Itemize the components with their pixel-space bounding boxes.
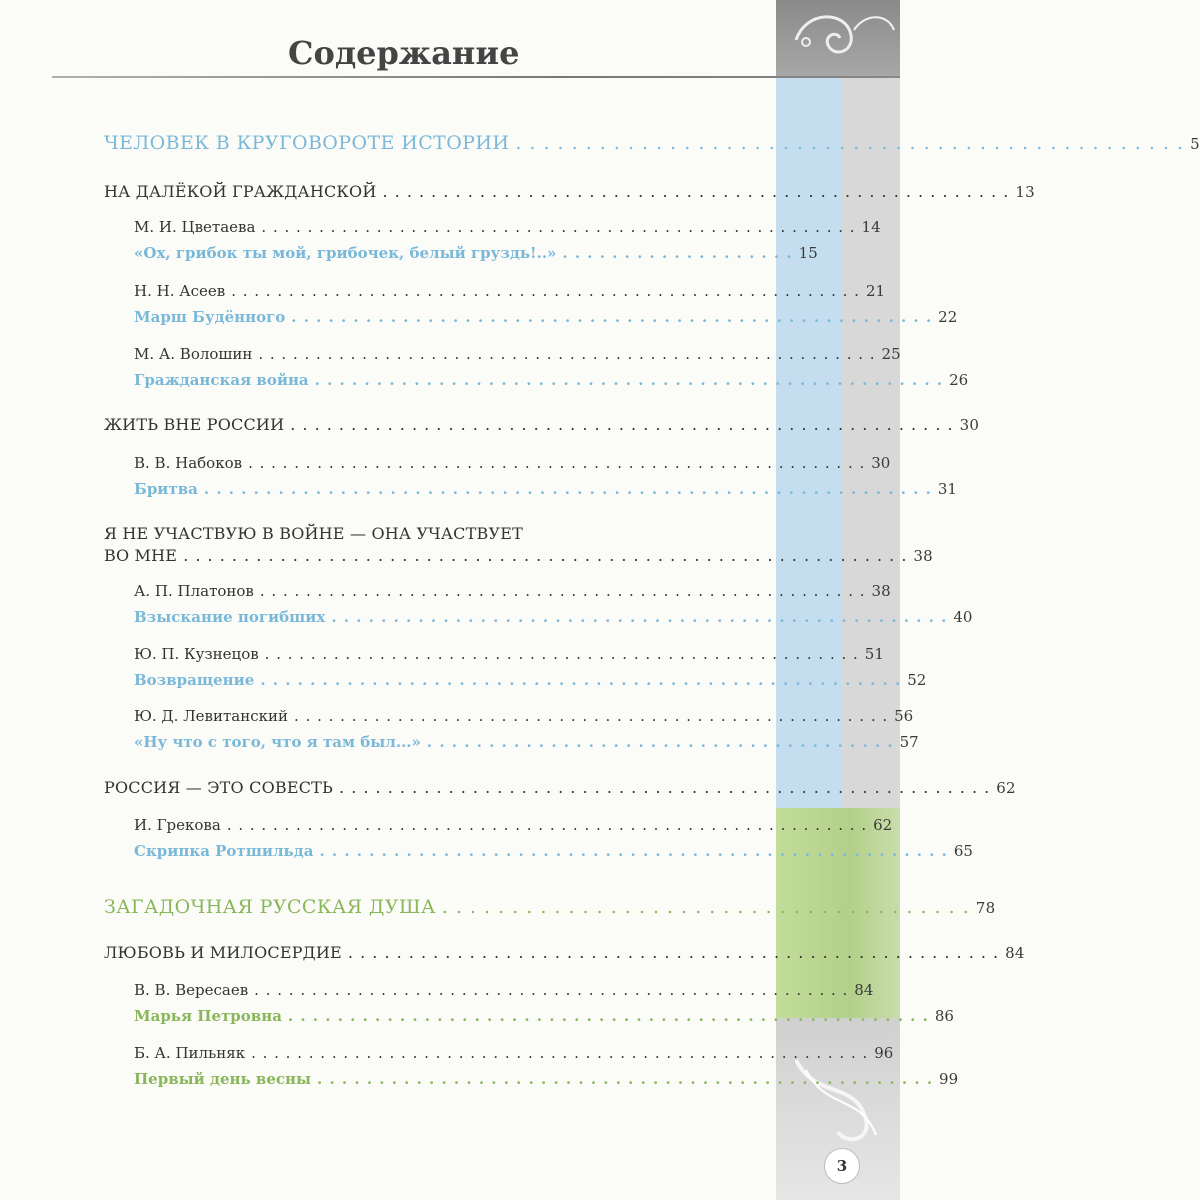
toc-leader-dots: . . . . . . . . . . . . . . . . . . . . . . . . . . . . . . . . . . . . . . . . . . . . . . . . . . . . . . bbox=[339, 778, 991, 797]
toc-page-number: 25 bbox=[881, 345, 901, 363]
toc-section[interactable] bbox=[104, 546, 933, 565]
toc-author[interactable] bbox=[134, 1044, 894, 1062]
toc-author-name: Ю. П. Кузнецов bbox=[134, 645, 259, 663]
toc-leader-dots: . . . . . . . . . . . . . . . . . . . . . . . . . . . . . . . . . . . . . . . . . . . . . . . . . . . . bbox=[264, 645, 859, 663]
toc-work-title: Марья Петровна bbox=[134, 1007, 282, 1025]
toc-work[interactable] bbox=[134, 1070, 959, 1088]
toc-page-number: 13 bbox=[1015, 183, 1035, 201]
toc-leader-dots: . . . . . . . . . . . . . . . . . . . . . . . . . . . . . . . . . . . . . . . . . . . . . . . . bbox=[515, 132, 1185, 154]
toc-author[interactable] bbox=[134, 981, 874, 999]
page-title: Содержание bbox=[288, 34, 520, 72]
toc-leader-dots: . . . . . . . . . . . . . . . . . . . . . . . . . . . . . . . . . . . . . . . . . . . . . . . . . . . . bbox=[254, 981, 849, 999]
toc-page-number: 52 bbox=[907, 671, 927, 689]
toc-page-number: 86 bbox=[934, 1007, 954, 1025]
toc-page-number: 38 bbox=[871, 582, 891, 600]
toc-part-2[interactable] bbox=[104, 896, 996, 918]
toc-author-name: В. В. Вересаев bbox=[134, 981, 249, 999]
toc-work-title: Скрипка Ротшильда bbox=[134, 842, 314, 860]
toc-leader-dots: . . . . . . . . . . . . . . . . . . . bbox=[562, 244, 793, 262]
toc-leader-dots: . . . . . . . . . . . . . . . . . . . . . . . . . . . . . . . . . . . . . . . . . . . . . . . . . . . . . . bbox=[258, 345, 876, 363]
toc-leader-dots: . . . . . . . . . . . . . . . . . . . . . . . . . . . . . . . . . . . . . . . . . . . . . . . . . . . . . . bbox=[347, 943, 1000, 962]
toc-work-title: Возвращение bbox=[134, 671, 255, 689]
toc-section[interactable] bbox=[104, 943, 1025, 962]
toc-leader-dots: . . . . . . . . . . . . . . . . . . . . . . . . . . . . . . . . . . . . . . . . . . . . . . . . . . . . . . . bbox=[231, 282, 860, 300]
toc-work[interactable] bbox=[134, 608, 973, 626]
toc-work[interactable] bbox=[134, 371, 969, 389]
toc-work-title: Бритва bbox=[134, 480, 198, 498]
toc-leader-dots: . . . . . . . . . . . . . . . . . . . . . . . . . . . . . . . . . . . . . . . . . . . . . . . . . . . . . . . . . . . . bbox=[183, 546, 908, 565]
toc-work-title: Марш Будённого bbox=[134, 308, 286, 326]
toc-work[interactable] bbox=[134, 1007, 954, 1025]
toc-page-number: 62 bbox=[996, 779, 1016, 797]
toc-leader-dots: . . . . . . . . . . . . . . . . . . . . . . . . . . . . . . . . . . . . . . . . . . . . . . . . . . . . . . . . . . . bbox=[203, 480, 932, 498]
toc-part-title: ЧЕЛОВЕК В КРУГОВОРОТЕ ИСТОРИИ bbox=[104, 132, 510, 154]
toc-author-name: Б. А. Пильняк bbox=[134, 1044, 246, 1062]
toc-leader-dots: . . . . . . . . . . . . . . . . . . . . . . . . . . . . . . . . . . . . . . . . . . . . . . . . . . . . bbox=[382, 182, 1010, 201]
toc-page-number: 14 bbox=[861, 218, 881, 236]
toc-section-title-line2: ВО МНЕ bbox=[104, 546, 178, 565]
toc-author-name: И. Грекова bbox=[134, 816, 221, 834]
toc-author[interactable] bbox=[134, 816, 893, 834]
toc-author[interactable] bbox=[134, 282, 886, 300]
toc-page-number: 57 bbox=[899, 733, 919, 751]
toc-work[interactable] bbox=[134, 480, 957, 498]
toc-leader-dots: . . . . . . . . . . . . . . . . . . . . . . . . . . . . . . . . . . . . . . . . . . . . . . . . . . . . . . bbox=[248, 454, 866, 472]
toc-page-number: 51 bbox=[864, 645, 884, 663]
toc-leader-dots: . . . . . . . . . . . . . . . . . . . . . . . . . . . . . . . . . . . . . . . . . . . . . . . . . . . . bbox=[261, 218, 856, 236]
toc-leader-dots: . . . . . . . . . . . . . . . . . . . . . . . . . . . . . . . . . . . . . . . . . . . . . . . . . . bbox=[317, 1070, 934, 1088]
toc-section-title: ЛЮБОВЬ И МИЛОСЕРДИЕ bbox=[104, 943, 342, 962]
toc-work[interactable] bbox=[134, 308, 958, 326]
toc-section[interactable] bbox=[104, 415, 980, 434]
toc-work[interactable] bbox=[134, 244, 818, 262]
toc-leader-dots: . . . . . . . . . . . . . . . . . . . . . . . . . . . . . . . . . . . . . . bbox=[441, 896, 970, 918]
toc-leader-dots: . . . . . . . . . . . . . . . . . . . . . . . . . . . . . . . . . . . . . . . . . . . . . . . . . . . . . . . bbox=[290, 415, 954, 434]
toc-page-number: 99 bbox=[939, 1070, 959, 1088]
title-divider bbox=[52, 76, 900, 78]
toc-page-number: 5 bbox=[1190, 135, 1200, 153]
toc-page-number: 38 bbox=[913, 547, 933, 565]
toc-page-number: 30 bbox=[871, 454, 891, 472]
toc-author-name: А. П. Платонов bbox=[134, 582, 254, 600]
toc-page-number: 65 bbox=[953, 842, 973, 860]
toc-author-name: М. И. Цветаева bbox=[134, 218, 256, 236]
toc-leader-dots: . . . . . . . . . . . . . . . . . . . . . . . . . . . . . . . . . . . . . . . . . . . . . . . . . . . . bbox=[291, 308, 933, 326]
toc-author[interactable] bbox=[134, 345, 901, 363]
toc-page-number: 56 bbox=[894, 707, 914, 725]
toc-page-number: 21 bbox=[865, 282, 886, 300]
toc-work[interactable] bbox=[134, 671, 927, 689]
toc-author[interactable] bbox=[134, 582, 891, 600]
toc-author[interactable] bbox=[134, 707, 914, 725]
toc-author-name: М. А. Волошин bbox=[134, 345, 253, 363]
toc-work-title: Гражданская война bbox=[134, 371, 309, 389]
toc-section-title: ЖИТЬ ВНЕ РОССИИ bbox=[104, 415, 285, 434]
toc-leader-dots: . . . . . . . . . . . . . . . . . . . . . . . . . . . . . . . . . . . . . . . . . . . . . . . . . . . . bbox=[260, 671, 902, 689]
toc-page-number: 22 bbox=[938, 308, 958, 326]
toc-page-number: 84 bbox=[1005, 944, 1025, 962]
toc-author[interactable] bbox=[134, 218, 881, 236]
toc-work-title: Первый день весны bbox=[134, 1070, 312, 1088]
toc-leader-dots: . . . . . . . . . . . . . . . . . . . . . . . . . . . . . . . . . . . . . . . . . . . . . . . . . . . . bbox=[294, 707, 889, 725]
toc-section[interactable] bbox=[104, 182, 1035, 201]
toc-page-number: 62 bbox=[873, 816, 893, 834]
toc-leader-dots: . . . . . . . . . . . . . . . . . . . . . . . . . . . . . . . . . . . . . . . . . . . . . . . . . . . bbox=[319, 842, 948, 860]
toc-leader-dots: . . . . . . . . . . . . . . . . . . . . . . . . . . . . . . . . . . . . . . bbox=[426, 733, 894, 751]
toc-page-number: 84 bbox=[854, 981, 874, 999]
toc-page-number: 40 bbox=[953, 608, 973, 626]
toc-author-name: В. В. Набоков bbox=[134, 454, 243, 472]
toc-leader-dots: . . . . . . . . . . . . . . . . . . . . . . . . . . . . . . . . . . . . . . . . . . . . . . . . . . bbox=[331, 608, 948, 626]
toc-page-number: 31 bbox=[937, 480, 957, 498]
swirl-ornament-icon bbox=[776, 0, 900, 80]
toc-section[interactable] bbox=[104, 778, 1016, 797]
toc-author[interactable] bbox=[134, 645, 884, 663]
toc-page-number: 26 bbox=[949, 371, 969, 389]
toc-leader-dots: . . . . . . . . . . . . . . . . . . . . . . . . . . . . . . . . . . . . . . . . . . . . . . . . . . . bbox=[314, 371, 944, 389]
toc-author-name: Н. Н. Асеев bbox=[134, 282, 226, 300]
toc-page-number: 96 bbox=[874, 1044, 894, 1062]
toc-page-number: 15 bbox=[798, 244, 818, 262]
toc-leader-dots: . . . . . . . . . . . . . . . . . . . . . . . . . . . . . . . . . . . . . . . . . . . . . . . . . . . . bbox=[287, 1007, 929, 1025]
toc-work-title: «Ох, грибок ты мой, грибочек, белый груздь!..» bbox=[134, 244, 557, 262]
toc-work[interactable] bbox=[134, 733, 919, 751]
toc-leader-dots: . . . . . . . . . . . . . . . . . . . . . . . . . . . . . . . . . . . . . . . . . . . . . . . . . . . . . . . . bbox=[226, 816, 868, 834]
toc-section-title-line1[interactable]: Я НЕ УЧАСТВУЮ В ВОЙНЕ — ОНА УЧАСТВУЕТ bbox=[104, 524, 523, 543]
toc-section-title: НА ДАЛЁКОЙ ГРАЖДАНСКОЙ bbox=[104, 182, 377, 201]
toc-page-number: 30 bbox=[959, 416, 980, 434]
toc-work-title: «Ну что с того, что я там был...» bbox=[134, 733, 421, 751]
toc-work-title: Взыскание погибших bbox=[134, 608, 326, 626]
toc-part-title: ЗАГАДОЧНАЯ РУССКАЯ ДУША bbox=[104, 896, 436, 918]
toc-leader-dots: . . . . . . . . . . . . . . . . . . . . . . . . . . . . . . . . . . . . . . . . . . . . . . . . . . . . . bbox=[259, 582, 866, 600]
toc-leader-dots: . . . . . . . . . . . . . . . . . . . . . . . . . . . . . . . . . . . . . . . . . . . . . . . . . . . . . . bbox=[251, 1044, 869, 1062]
toc-part-1[interactable] bbox=[104, 132, 1200, 154]
page-number: 3 bbox=[824, 1148, 860, 1184]
toc-work[interactable] bbox=[134, 842, 973, 860]
toc-author-name: Ю. Д. Левитанский bbox=[134, 707, 289, 725]
toc-author[interactable] bbox=[134, 454, 891, 472]
toc-section-title: РОССИЯ — ЭТО СОВЕСТЬ bbox=[104, 778, 334, 797]
toc-page-number: 78 bbox=[975, 899, 996, 917]
